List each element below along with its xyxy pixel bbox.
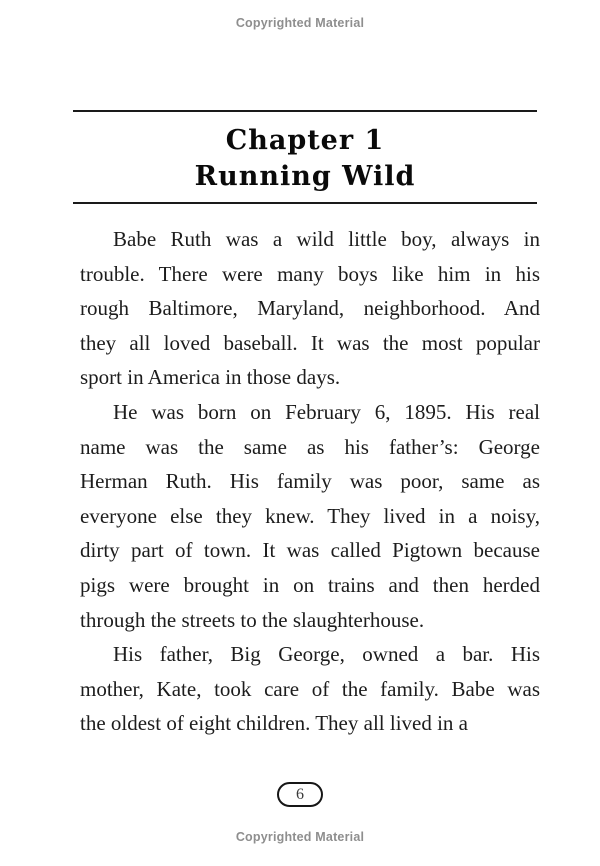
chapter-rule-top bbox=[73, 110, 537, 112]
chapter-number-heading: Chapter 1 bbox=[225, 125, 385, 156]
text-line: trouble. There were many boys like him in his bbox=[80, 261, 540, 286]
text-line: name was the same as his father’s: George bbox=[80, 434, 540, 459]
text-line: mother, Kate, took care of the family. Babe was bbox=[80, 676, 540, 701]
paragraph bbox=[80, 395, 540, 637]
chapter-rule-bottom bbox=[73, 202, 537, 204]
text-line: pigs were brought in on trains and then herded bbox=[80, 572, 540, 597]
paragraph bbox=[80, 222, 540, 395]
page-number-label: 6 bbox=[296, 785, 304, 803]
text-line: they all loved baseball. It was the most popular bbox=[80, 330, 540, 355]
text-line: everyone else they knew. They lived in a noisy, bbox=[80, 503, 540, 528]
chapter-heading bbox=[73, 123, 537, 195]
text-line: dirty part of town. It was called Pigtown because bbox=[80, 538, 540, 563]
text-line: His father, Big George, owned a bar. His bbox=[113, 642, 540, 667]
text-line: through the streets to the slaughterhouse. bbox=[80, 607, 425, 632]
text-line: Herman Ruth. His family was poor, same as bbox=[80, 469, 540, 494]
text-line: sport in America in those days. bbox=[80, 365, 341, 390]
text-line: Babe Ruth was a wild little boy, always in bbox=[113, 227, 540, 251]
text-line: rough Baltimore, Maryland, neighborhood. And bbox=[80, 296, 540, 321]
body-text bbox=[80, 222, 540, 741]
copyright-notice-top: Copyrighted Material bbox=[235, 16, 365, 30]
text-line: the oldest of eight children. They all lived in a bbox=[80, 711, 469, 736]
page-number-badge bbox=[277, 782, 323, 807]
text-line: He was born on February 6, 1895. His real bbox=[113, 399, 540, 424]
chapter-title-heading: Running Wild bbox=[194, 161, 416, 192]
copyright-notice-bottom: Copyrighted Material bbox=[235, 830, 365, 844]
paragraph bbox=[80, 637, 540, 741]
